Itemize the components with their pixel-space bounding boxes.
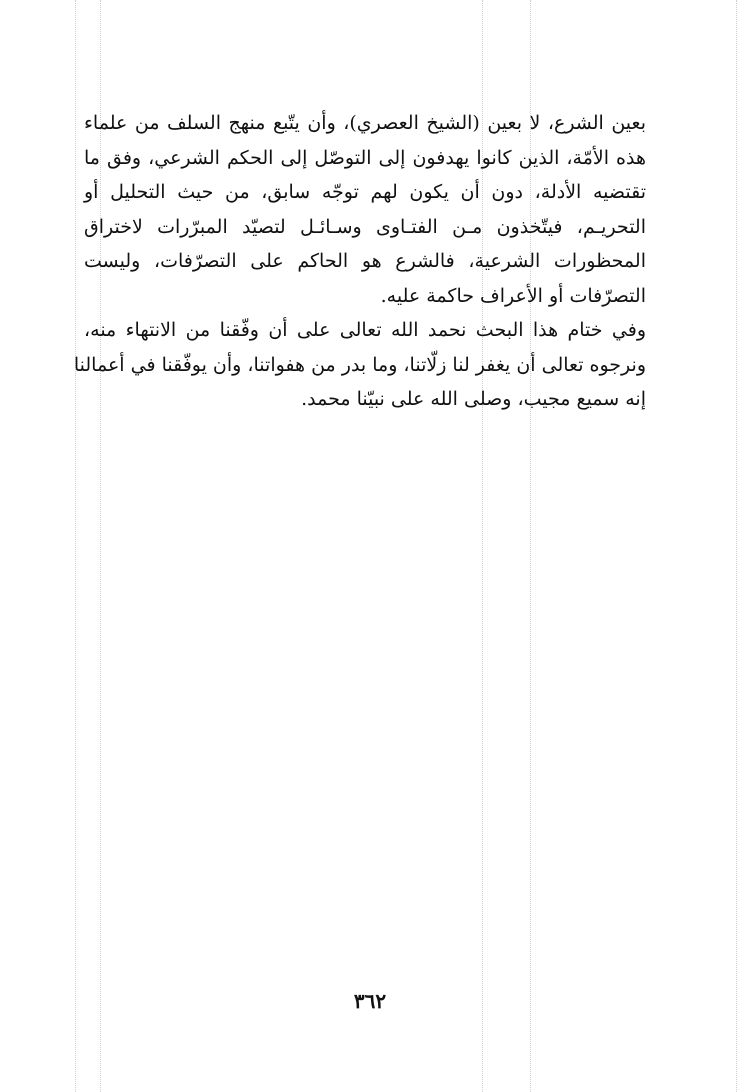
page-number: ٣٦٢ bbox=[353, 989, 387, 1013]
scan-guide-line bbox=[75, 0, 76, 1092]
paragraph-line: التصرّفات أو الأعراف حاكمة عليه. bbox=[380, 284, 646, 307]
paragraph-line: ونرجوه تعالى أن يغفر لنا زلّاتنا، وما بدر من هفواتنا، وأن يوفّقنا في أعمالنا bbox=[73, 353, 646, 376]
paragraph-1 bbox=[84, 106, 646, 313]
paragraph-line: المحظورات الشرعية، فالشرع هو الحاكم على التصرّفات، وليست bbox=[84, 250, 646, 272]
scan-guide-line bbox=[736, 0, 737, 1092]
paragraph-line: إنه سميع مجيب، وصلى الله على نبيّنا محمد. bbox=[301, 388, 646, 410]
paragraph-2 bbox=[73, 313, 646, 417]
paragraph-line: التحريـم، فيتّخذون مـن الفتـاوى وسـائـل لتصيّد المبرّرات لاختراق bbox=[84, 215, 646, 238]
paragraph-line: بعين الشرع، لا بعين (الشيخ العصري)، وأن يتّبع منهج السلف من علماء bbox=[84, 112, 646, 134]
paragraph-line: تقتضيه الأدلة، دون أن يكون لهم توجّه سابق، من حيث التحليل أو bbox=[84, 181, 646, 203]
paragraph-line: هذه الأمّة، الذين كانوا يهدفون إلى التوصّل إلى الحكم الشرعي، وفق ما bbox=[84, 146, 646, 169]
paragraph-line: وفي ختام هذا البحث نحمد الله تعالى على أن وفّقنا من الانتهاء منه، bbox=[84, 319, 646, 341]
